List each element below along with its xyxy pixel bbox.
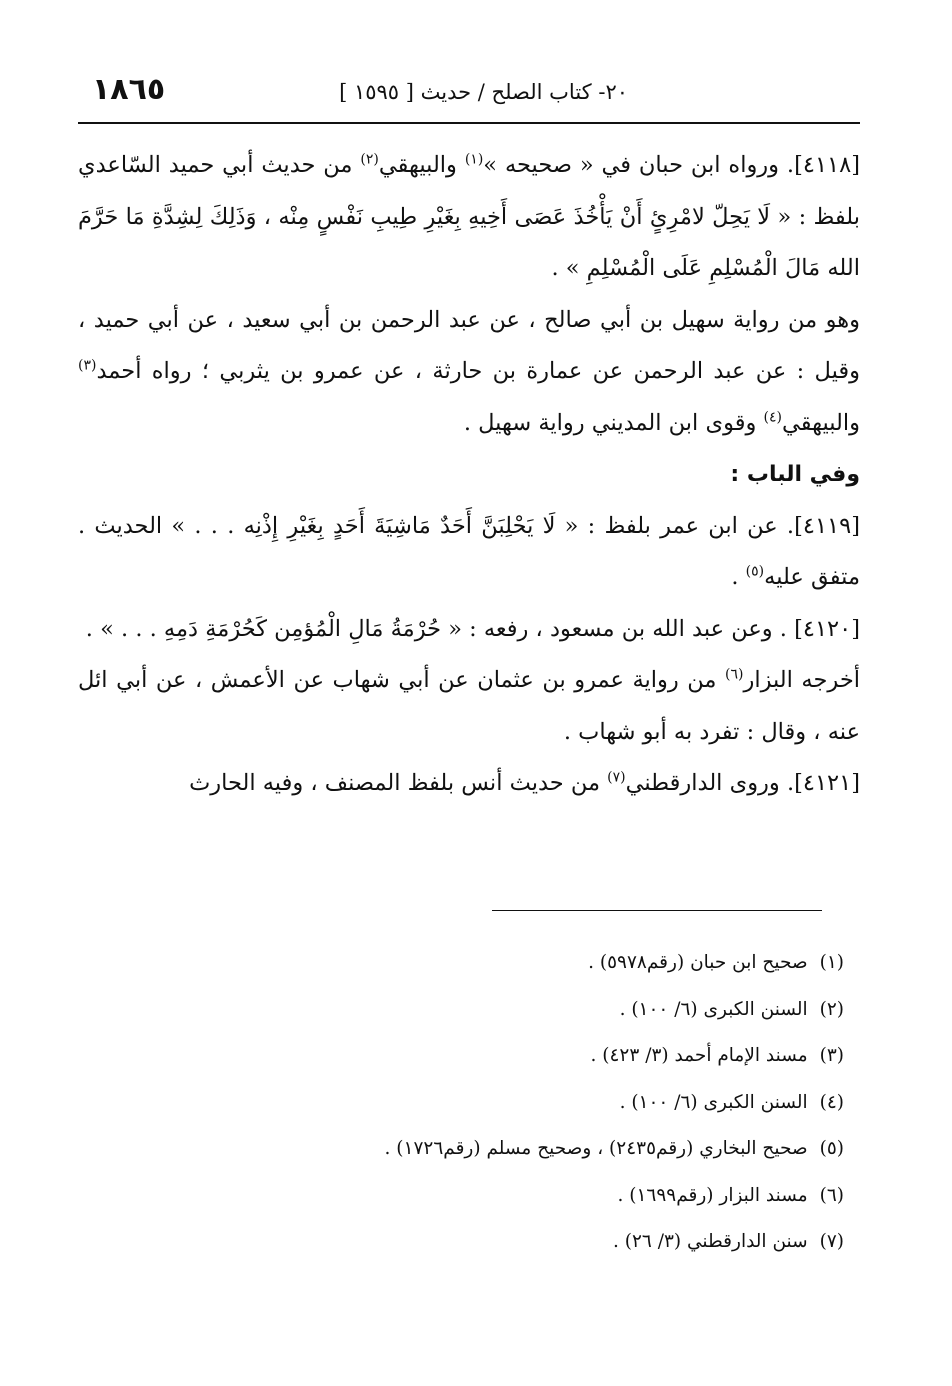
footnote-text: السنن الكبرى (٦/ ١٠٠) . [619,1091,808,1113]
footnote-text: مسند الإمام أحمد (٣/ ٤٢٣) . [590,1045,808,1066]
footnote-text: صحيح البخاري (رقم٢٤٣٥) ، وصحيح مسلم (رقم١٧٢٦) . [384,1138,808,1159]
page-number: ١٨٦٥ [92,72,166,107]
footnote-6 [120,1173,844,1220]
footnote-number: (٤) [819,1091,844,1113]
text-span: والبيهقي [781,409,860,436]
text-span: من رواية عمرو بن عثمان عن أبي شهاب عن الأعمش ، عن أبي ائل عنه ، وقال : تفرد به أبو شهاب . [78,667,860,745]
main-text [78,140,860,810]
text-span: . [731,564,746,590]
footnote-text: سنن الدارقطني (٣/ ٢٦) . [612,1231,808,1252]
footnote-separator [492,910,822,911]
footnote-ref: (٦) [725,666,744,683]
footnote-number: (٣) [819,1045,844,1066]
text-span: وهو من رواية سهيل بن أبي صالح ، عن عبد الرحمن بن أبي سعيد ، عن أبي حميد ، وقيل : عن عبد الرحمن عن عمارة بن حارثة ، عن عمرو بن يثربي ؛ رواه أحمد [78,306,860,384]
footnote-ref: (٥) [745,563,765,580]
text-span: من حديث أنس بلفظ المصنف ، وفيه الحارث [189,770,608,796]
footnote-1 [120,940,844,987]
footnote-5 [120,1126,844,1173]
footnote-text: صحيح ابن حبان (رقم٥٩٧٨) . [588,952,808,973]
footnote-number: (٧) [819,1231,844,1252]
footnote-ref: (٢) [360,151,379,168]
paragraph-4118 [78,140,860,295]
footnote-number: (٦) [819,1184,844,1206]
page-header [78,70,860,124]
paragraph-4119 [78,501,860,604]
text-span: والبيهقي [378,152,465,178]
paragraph-4120: [٤١٢٠] . وعن عبد الله بن مسعود ، رفعه : « حُرْمَةُ مَالِ الْمُؤمِن كَحُرْمَةِ دَمِهِ . . . » . [85,615,860,642]
paragraph-narration [78,295,860,450]
footnote-number: (٥) [819,1138,844,1159]
paragraph-4121 [78,758,860,810]
footnote-text: السنن الكبرى (٦/ ١٠٠) . [619,998,808,1020]
footnote-ref: (٧) [607,769,626,786]
text-span: [٤١١٨]. ورواه ابن حبان في « صحيحه » [483,152,860,178]
text-span: من حديث أبي حميد السّاعدي بلفظ : « لَا يَحِلّ لامْرِئٍ أَنْ يَأْخُذَ عَصَى أَخِيهِ بِغَيْرِ طِيبِ نَفْسٍ مِنْه ، وَذَلِكَ لِشِدَّةِ مَا حَرَّمَ الله مَالَ الْمُسْلِمِ عَلَى الْمُسْلِمِ » . [78,152,860,281]
paragraph-bazzar [78,655,860,758]
footnote-2 [120,987,844,1034]
footnote-3 [120,1033,844,1080]
footnote-7 [120,1219,844,1266]
footnote-4 [120,1080,844,1127]
text-span: أخرجه البزار [743,667,860,693]
text-span: [٤١٢١]. وروى الدارقطني [625,770,860,796]
section-heading: وفي الباب : [730,462,860,487]
text-span: [٤١١٩]. عن ابن عمر بلفظ : « لَا يَحْلِبَنَّ أَحَدٌ مَاشِيَةَ أَحَدٍ بِغَيْرِ إِذْنِه . . . » الحديث . متفق عليه [78,512,860,590]
footnote-number: (٢) [819,998,844,1020]
footnote-text: مسند البزار (رقم١٦٩٩) . [617,1184,808,1206]
footnote-number: (١) [819,952,844,973]
footnotes [120,940,844,1266]
footnote-ref: (٤) [763,409,782,425]
running-title: ٢٠- كتاب الصلح / حديث [ ١٥٩٥ ] [339,80,628,104]
text-span: وقوى ابن المديني رواية سهيل . [463,409,764,436]
footnote-ref: (١) [464,151,484,168]
footnote-ref: (٣) [78,357,97,374]
